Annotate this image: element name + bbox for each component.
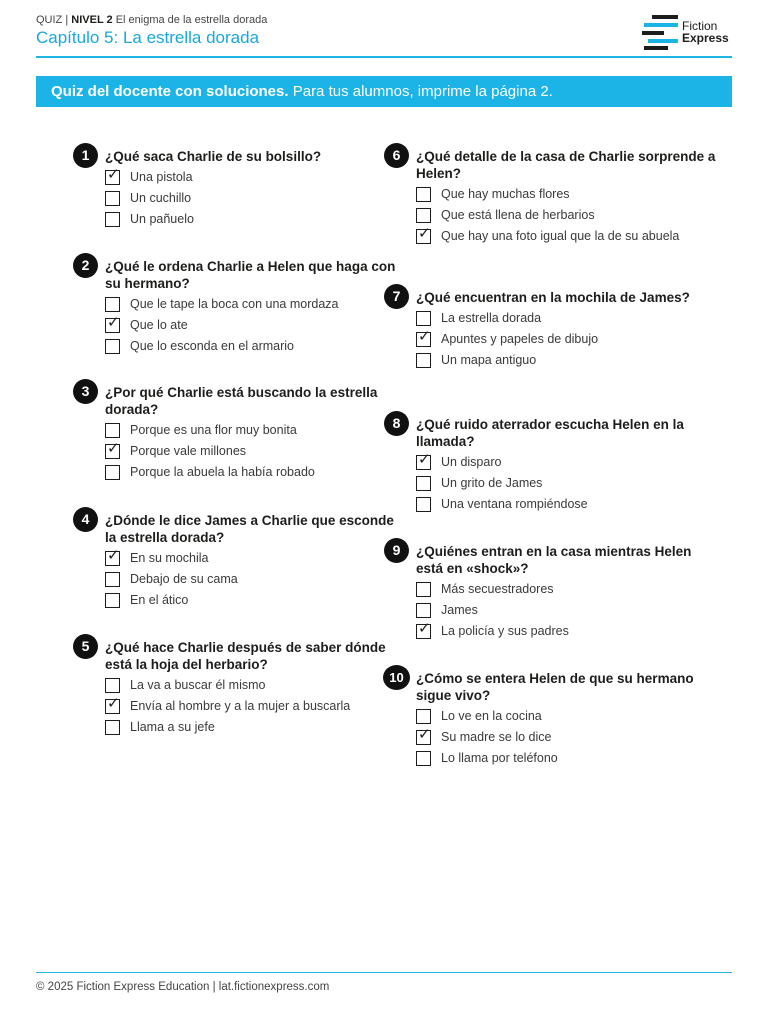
answer-option[interactable] <box>416 602 716 618</box>
question-number-badge: 7 <box>384 284 409 309</box>
answer-options <box>105 422 405 480</box>
answer-label: Que está llena de herbarios <box>441 208 595 222</box>
check-icon: ✓ <box>107 547 120 564</box>
checkbox[interactable] <box>105 678 120 693</box>
checkbox[interactable] <box>416 709 431 724</box>
question-1 <box>81 147 405 232</box>
answer-label: Su madre se lo dice <box>441 730 552 744</box>
checkbox[interactable] <box>416 603 431 618</box>
checkbox[interactable] <box>416 353 431 368</box>
checkbox[interactable] <box>105 593 120 608</box>
checkbox[interactable] <box>416 187 431 202</box>
checkbox[interactable] <box>105 212 120 227</box>
question-4 <box>81 511 405 613</box>
answer-options <box>416 581 716 639</box>
answer-label: La estrella dorada <box>441 311 542 325</box>
checkbox[interactable] <box>105 465 120 480</box>
checked-checkbox[interactable] <box>416 328 431 347</box>
answer-label: Debajo de su cama <box>130 572 238 586</box>
checkbox[interactable] <box>416 311 431 326</box>
question-text: ¿Qué le ordena Charlie a Helen que haga con su hermano? <box>105 259 396 291</box>
answer-options <box>416 708 716 766</box>
answer-label: Porque es una flor muy bonita <box>130 423 297 437</box>
checkbox[interactable] <box>416 476 431 491</box>
answer-label: Una pistola <box>130 170 193 184</box>
answer-options <box>105 296 405 354</box>
answer-option[interactable] <box>105 338 405 354</box>
question-number-badge: 6 <box>384 143 409 168</box>
check-icon: ✓ <box>418 451 431 468</box>
banner-text: Para tus alumnos, imprime la página 2. <box>292 83 553 100</box>
breadcrumb <box>36 14 267 26</box>
question-6 <box>392 147 716 249</box>
answer-label: Porque vale millones <box>130 444 247 458</box>
answer-option[interactable] <box>416 186 716 202</box>
answer-label: Llama a su jefe <box>130 720 215 734</box>
answer-label: James <box>441 603 478 617</box>
footer-text: © 2025 Fiction Express Education | lat.fictionexpress.com <box>36 981 330 993</box>
answer-option[interactable] <box>105 166 405 185</box>
answer-option[interactable] <box>416 581 716 597</box>
answer-option[interactable] <box>105 719 405 735</box>
answer-options <box>105 547 405 608</box>
header-divider <box>36 56 732 58</box>
question-text: ¿Qué encuentran en la mochila de James? <box>416 290 690 305</box>
check-icon: ✓ <box>107 166 120 183</box>
answer-label: Un disparo <box>441 455 502 469</box>
instructions-banner <box>36 76 732 107</box>
question-text: ¿Quiénes entran en la casa mientras Helen está en «shock»? <box>416 544 692 576</box>
checked-checkbox[interactable] <box>416 225 431 244</box>
checkbox[interactable] <box>416 582 431 597</box>
checkbox[interactable] <box>105 191 120 206</box>
answer-label: Un grito de James <box>441 476 543 490</box>
checkbox[interactable] <box>105 297 120 312</box>
question-text: ¿Dónde le dice James a Charlie que esconde la estrella dorada? <box>105 513 394 545</box>
answer-option[interactable] <box>416 207 716 223</box>
checkbox[interactable] <box>105 720 120 735</box>
question-3 <box>81 383 405 485</box>
question-text: ¿Qué saca Charlie de su bolsillo? <box>105 149 322 164</box>
page-title: Capítulo 5: La estrella dorada <box>36 28 260 47</box>
answer-label: Un pañuelo <box>130 212 194 226</box>
answer-option[interactable] <box>416 620 716 639</box>
answer-option[interactable] <box>105 422 405 438</box>
question-2 <box>81 257 405 359</box>
answer-label: Un cuchillo <box>130 191 192 205</box>
answer-option[interactable] <box>416 451 716 470</box>
answer-label: Lo ve en la cocina <box>441 709 542 723</box>
answer-label: Envía al hombre y a la mujer a buscarla <box>130 699 351 713</box>
level-label: NIVEL 2 <box>71 14 113 26</box>
quiz-label: QUIZ <box>36 14 63 26</box>
checkbox[interactable] <box>105 423 120 438</box>
answer-option[interactable] <box>416 496 716 512</box>
answer-label: La va a buscar él mismo <box>130 678 266 692</box>
banner-strong: Quiz del docente con soluciones. <box>51 83 289 100</box>
question-number-badge: 3 <box>73 379 98 404</box>
checkbox[interactable] <box>105 572 120 587</box>
answer-option[interactable] <box>416 328 716 347</box>
answer-label: La policía y sus padres <box>441 624 569 638</box>
answer-label: Apuntes y papeles de dibujo <box>441 332 599 346</box>
answer-label: En su mochila <box>130 551 209 565</box>
answer-option[interactable] <box>105 211 405 227</box>
question-number-badge: 1 <box>73 143 98 168</box>
checked-checkbox[interactable] <box>416 451 431 470</box>
logo-text-line1: Fiction <box>682 19 718 33</box>
answer-options <box>416 310 716 368</box>
checked-checkbox[interactable] <box>416 620 431 639</box>
check-icon: ✓ <box>107 695 120 712</box>
checked-checkbox[interactable] <box>105 440 120 459</box>
answer-label: Que le tape la boca con una mordaza <box>130 297 339 311</box>
footer-divider <box>36 972 732 973</box>
checked-checkbox[interactable] <box>105 166 120 185</box>
breadcrumb-separator: | <box>65 14 69 26</box>
answer-option[interactable] <box>105 296 405 312</box>
checked-checkbox[interactable] <box>105 547 120 566</box>
question-number-badge: 9 <box>384 538 409 563</box>
answer-option[interactable] <box>416 310 716 326</box>
checkbox[interactable] <box>416 751 431 766</box>
check-icon: ✓ <box>418 328 431 345</box>
answer-label: Lo llama por teléfono <box>441 751 558 765</box>
question-5 <box>81 638 405 740</box>
question-8 <box>392 415 716 517</box>
check-icon: ✓ <box>107 314 120 331</box>
checkbox[interactable] <box>416 208 431 223</box>
answer-option[interactable] <box>105 571 405 587</box>
check-icon: ✓ <box>418 225 431 242</box>
check-icon: ✓ <box>418 620 431 637</box>
answer-option[interactable] <box>416 708 716 724</box>
check-icon: ✓ <box>418 726 431 743</box>
question-number-badge: 8 <box>384 411 409 436</box>
answer-option[interactable] <box>416 475 716 491</box>
checked-checkbox[interactable] <box>105 314 120 333</box>
question-text: ¿Qué hace Charlie después de saber dónde está la hoja del herbario? <box>105 640 386 672</box>
answer-option[interactable] <box>105 440 405 459</box>
book-title: El enigma de la estrella dorada <box>115 14 268 26</box>
logo-text-line2: Express <box>682 31 729 45</box>
answer-option[interactable] <box>105 677 405 693</box>
fiction-express-logo <box>642 15 734 51</box>
answer-option[interactable] <box>105 547 405 566</box>
question-number-badge: 10 <box>383 665 410 690</box>
question-text: ¿Qué ruido aterrador escucha Helen en la llamada? <box>416 417 684 449</box>
answer-label: Que lo esconda en el armario <box>130 339 294 353</box>
answer-option[interactable] <box>105 314 405 333</box>
answer-option[interactable] <box>105 592 405 608</box>
checkbox[interactable] <box>105 339 120 354</box>
answer-option[interactable] <box>416 352 716 368</box>
answer-options <box>416 186 716 244</box>
question-number-badge: 5 <box>73 634 98 659</box>
question-9 <box>392 542 716 644</box>
answer-option[interactable] <box>416 225 716 244</box>
answer-label: Un mapa antiguo <box>441 353 537 367</box>
answer-label: Que lo ate <box>130 318 188 332</box>
answer-option[interactable] <box>105 695 405 714</box>
answer-label: Que hay una foto igual que la de su abuela <box>441 229 680 243</box>
question-number-badge: 2 <box>73 253 98 278</box>
checked-checkbox[interactable] <box>105 695 120 714</box>
answer-option[interactable] <box>416 726 716 745</box>
checkbox[interactable] <box>416 497 431 512</box>
answer-label: Una ventana rompiéndose <box>441 497 588 511</box>
answer-options <box>105 677 405 735</box>
question-7 <box>392 288 716 373</box>
answer-label: Más secuestradores <box>441 582 554 596</box>
answer-options <box>416 451 716 512</box>
answer-option[interactable] <box>105 190 405 206</box>
question-number-badge: 4 <box>73 507 98 532</box>
question-10 <box>389 670 716 771</box>
answer-options <box>105 166 405 227</box>
answer-option[interactable] <box>416 750 716 766</box>
question-text: ¿Qué detalle de la casa de Charlie sorprende a Helen? <box>416 149 716 181</box>
answer-option[interactable] <box>105 464 405 480</box>
question-text: ¿Cómo se entera Helen de que su hermano sigue vivo? <box>416 671 694 703</box>
check-icon: ✓ <box>107 440 120 457</box>
question-text: ¿Por qué Charlie está buscando la estrella dorada? <box>105 385 378 417</box>
answer-label: Porque la abuela la había robado <box>130 465 315 479</box>
answer-label: Que hay muchas flores <box>441 187 570 201</box>
answer-label: En el ático <box>130 593 189 607</box>
checked-checkbox[interactable] <box>416 726 431 745</box>
